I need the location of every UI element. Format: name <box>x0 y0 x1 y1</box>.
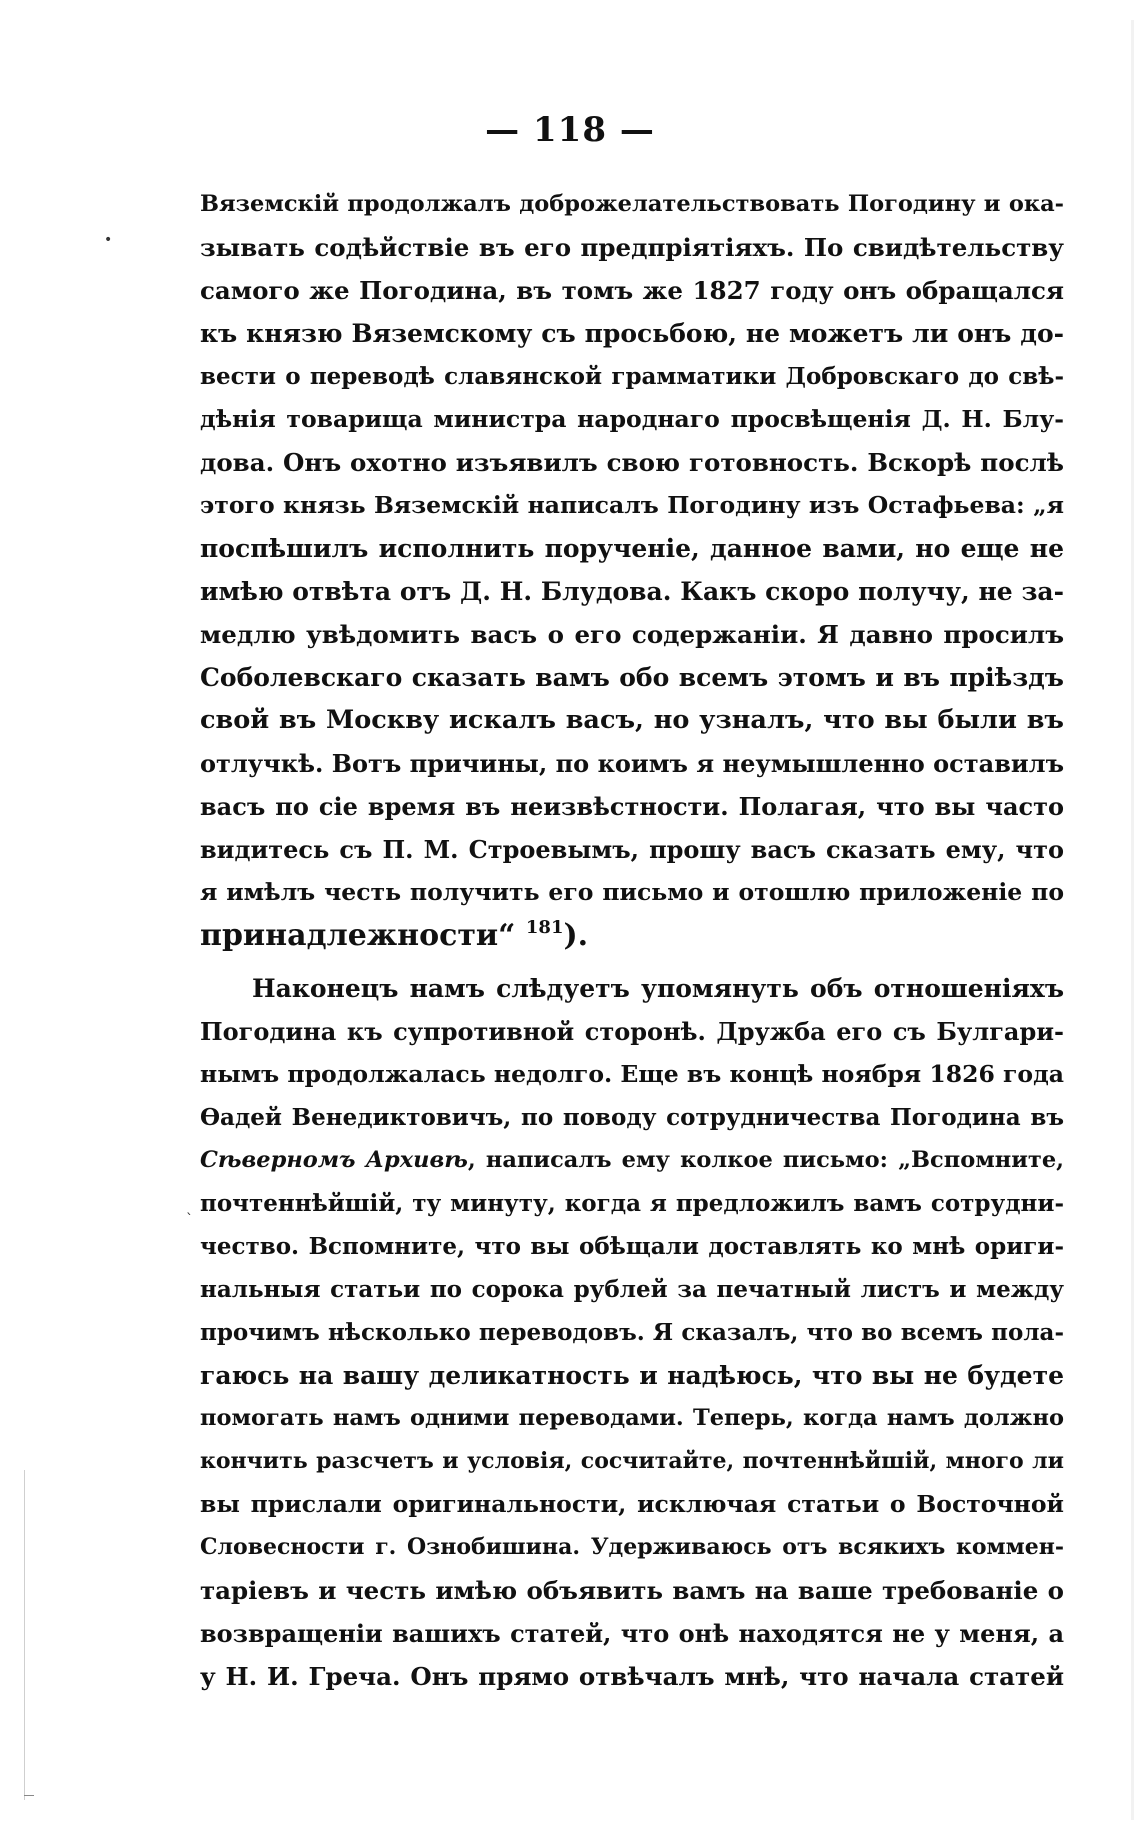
page-edge-shadow <box>1131 20 1134 1820</box>
body-text <box>200 183 1064 1698</box>
text-fragment: , написалъ ему колкое письмо: „Вспомните, <box>467 1147 1064 1173</box>
text-line: возвращеніи вашихъ статей, что онѣ находятся не у меня, а <box>200 1619 1064 1648</box>
text-line: свой въ Москву искалъ васъ, но узналъ, что вы были въ <box>200 705 1064 735</box>
text-line: Соболевскаго сказать вамъ обо всемъ этомъ и въ пріѣздъ <box>200 663 1064 692</box>
paragraph-gap <box>200 957 1064 967</box>
text-line: Вяземскій продолжалъ доброжелательствовать Погодину и ока- <box>200 191 1064 217</box>
text-line: отлучкѣ. Вотъ причины, по коимъ я неумышленно оставилъ <box>200 749 1064 778</box>
text-line: дова. Онъ охотно изъявилъ свою готовность. Вскорѣ послѣ <box>200 448 1064 477</box>
text-line: зывать содѣйствіе въ его предпріятіяхъ. По свидѣтельству <box>200 233 1064 262</box>
text-line: у Н. И. Греча. Онъ прямо отвѣчалъ мнѣ, что начала статей <box>200 1662 1064 1691</box>
margin-dot: • <box>104 232 113 248</box>
text-line: къ князю Вяземскому съ просьбою, не можетъ ли онъ до- <box>200 319 1064 348</box>
text-line-last <box>200 914 1064 957</box>
paragraph-2 <box>200 967 1064 1698</box>
text-line: гаюсь на вашу деликатность и надѣюсь, что вы не будете <box>200 1361 1064 1390</box>
text-line: Ѳадей Венедиктовичъ, по поводу сотрудничества Погодина въ <box>200 1104 1064 1131</box>
page-number: — 118 — <box>485 110 655 150</box>
text-line: Словесности г. Ознобишина. Удерживаюсь отъ всякихъ коммен- <box>200 1534 1064 1560</box>
text-line: я имѣлъ честь получить его письмо и отошлю приложеніе по <box>200 878 1064 906</box>
footnote-reference[interactable]: 181 <box>525 917 564 938</box>
text-line: прочимъ нѣсколько переводовъ. Я сказалъ, что во всемъ пола- <box>200 1319 1064 1346</box>
journal-title: Сѣверномъ Архивѣ <box>200 1147 468 1173</box>
text-line: помогать намъ одними переводами. Теперь, когда намъ должно <box>200 1405 1064 1431</box>
text-line: васъ по сіе время въ неизвѣстности. Полагая, что вы часто <box>200 792 1064 821</box>
text-line: имѣю отвѣта отъ Д. Н. Блудова. Какъ скоро получу, не за- <box>200 577 1064 606</box>
text-line <box>200 1139 1064 1182</box>
text-line: таріевъ и честь имѣю объявить вамъ на ваше требованіе о <box>200 1576 1064 1605</box>
text-line: вести о переводѣ славянской грамматики Добровскаго до свѣ- <box>200 363 1064 390</box>
text-line: видитесь съ П. М. Строевымъ, прошу васъ сказать ему, что <box>200 835 1064 864</box>
text-line: Погодина къ супротивной сторонѣ. Дружба его съ Булгари- <box>200 1017 1064 1046</box>
text-line: почтеннѣйшій, ту минуту, когда я предложилъ вамъ сотрудни- <box>200 1190 1064 1217</box>
text-line: нымъ продолжалась недолго. Еще въ концѣ ноября 1826 года <box>200 1060 1064 1088</box>
text-line: Наконецъ намъ слѣдуетъ упомянуть объ отношеніяхъ <box>252 974 1064 1003</box>
left-edge-tick <box>24 1795 34 1796</box>
text-line: нальныя статьи по сорока рублей за печатный листъ и между <box>200 1276 1064 1303</box>
paragraph-1 <box>200 183 1064 957</box>
text-line: чество. Вспомните, что вы обѣщали доставлять ко мнѣ ориги- <box>200 1233 1064 1260</box>
text-line: медлю увѣдомить васъ о его содержаніи. Я давно просилъ <box>200 620 1064 649</box>
left-edge-line <box>24 1470 25 1800</box>
margin-tick: ` <box>186 1212 193 1228</box>
text-line: кончить разсчетъ и условія, сосчитайте, почтеннѣйшій, много ли <box>200 1448 1064 1474</box>
text-line: этого князь Вяземскій написалъ Погодину изъ Остафьева: „я <box>200 491 1064 519</box>
text-fragment: ). <box>563 918 589 953</box>
text-line: дѣнія товарища министра народнаго просвѣщенія Д. Н. Блу- <box>200 405 1064 433</box>
text-line: поспѣшилъ исполнить порученіе, данное вами, но еще не <box>200 534 1064 563</box>
text-fragment: принадлежности“ <box>200 918 516 953</box>
text-line: самого же Погодина, въ томъ же 1827 году онъ обращался <box>200 276 1064 305</box>
text-line: вы прислали оригинальности, исключая статьи о Восточной <box>200 1490 1064 1518</box>
